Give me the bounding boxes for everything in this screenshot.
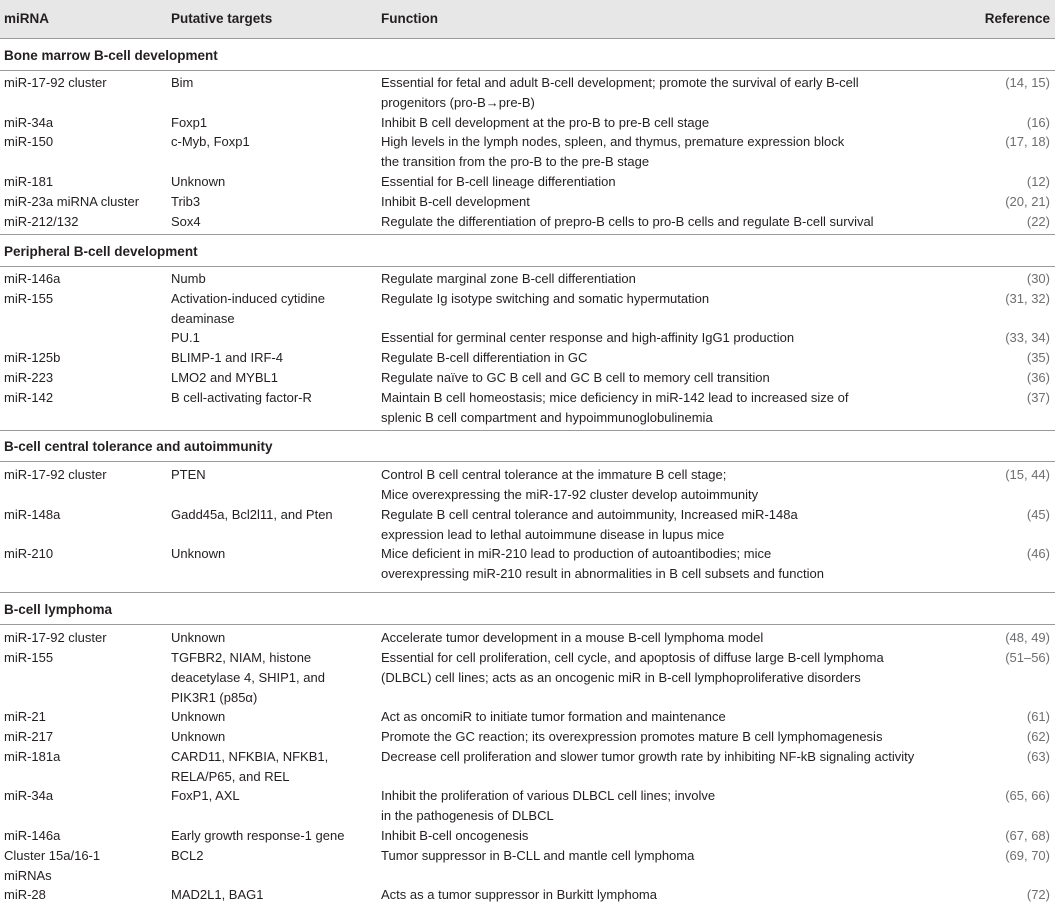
reference-cell: (31, 32) xyxy=(1005,290,1050,306)
mirna-cell: miR-212/132 xyxy=(4,213,79,229)
targets-cell: Trib3 xyxy=(171,193,201,209)
function-cell: Regulate marginal zone B-cell differentiation xyxy=(381,271,636,286)
mirna-cell: miR-155 xyxy=(4,649,54,665)
targets-cell: FoxP1, AXL xyxy=(171,788,240,804)
section-divider xyxy=(0,430,1055,431)
reference-cell: (72) xyxy=(1026,887,1050,903)
targets-cell: LMO2 and MYBL1 xyxy=(171,370,278,385)
targets-cell: Unknown xyxy=(171,174,226,189)
targets-cell: Gadd45a, Bcl2l11, and Pten xyxy=(171,506,333,522)
reference-cell: (61) xyxy=(1026,709,1050,725)
targets-cell: CARD11, NFKBIA, NFKB1, RELA/P65, and REL xyxy=(171,748,329,784)
targets-cell: Unknown xyxy=(171,630,226,645)
table-header xyxy=(0,0,1055,38)
targets-cell: Early growth response-1 gene xyxy=(171,828,345,843)
section-rule xyxy=(0,266,1055,267)
targets-cell: BCL2 xyxy=(171,847,204,863)
targets-cell: MAD2L1, BAG1 xyxy=(171,887,264,903)
mirna-cell: miR-28 xyxy=(4,887,46,903)
targets-cell: Unknown xyxy=(171,709,226,725)
section-title: Peripheral B-cell development xyxy=(4,244,198,259)
mirna-cell: miR-34a xyxy=(4,114,54,130)
reference-cell: (15, 44) xyxy=(1005,467,1050,482)
mirna-cell: miR-23a miRNA cluster xyxy=(4,193,140,209)
mirna-cell: Cluster 15a/16-1 miRNAs xyxy=(4,847,101,883)
mirna-cell: miR-210 xyxy=(4,546,54,562)
reference-cell: (30) xyxy=(1026,271,1050,286)
mirna-cell: miR-181 xyxy=(4,174,54,189)
function-cell: Act as oncomiR to initiate tumor formation and maintenance xyxy=(381,709,726,725)
function-cell: Inhibit B cell development at the pro-B to pre-B cell stage xyxy=(381,114,710,130)
function-cell: Essential for cell proliferation, cell cycle, and apoptosis of diffuse large B-cell lymphoma (DLBCL) cell lines; acts as an oncogenic miR in B-cell lymphoproliferative disorders xyxy=(381,649,884,685)
mirna-cell: miR-217 xyxy=(4,729,54,744)
reference-cell: (63) xyxy=(1026,748,1050,764)
targets-cell: Numb xyxy=(171,271,206,286)
targets-cell: c-Myb, Foxp1 xyxy=(171,134,250,150)
function-cell: Acts as a tumor suppressor in Burkitt lymphoma xyxy=(381,887,657,903)
section-title: B-cell lymphoma xyxy=(4,602,113,617)
function-cell: Control B cell central tolerance at the immature B cell stage; Mice overexpressing the miR-17-92 cluster develop autoimmunity xyxy=(381,467,759,502)
targets-cell: Unknown xyxy=(171,729,226,744)
reference-cell: (33, 34) xyxy=(1005,330,1050,346)
targets-cell: BLIMP-1 and IRF-4 xyxy=(171,350,283,366)
function-cell: Accelerate tumor development in a mouse B-cell lymphoma model xyxy=(381,630,764,645)
section-divider xyxy=(0,234,1055,235)
reference-cell: (16) xyxy=(1026,114,1050,130)
function-cell: Tumor suppressor in B-CLL and mantle cell lymphoma xyxy=(381,847,695,863)
function-cell: High levels in the lymph nodes, spleen, and thymus, premature expression block the transition from the pro-B to the pre-B stage xyxy=(381,134,845,170)
section-divider xyxy=(0,592,1055,593)
section-title: B-cell central tolerance and autoimmunity xyxy=(4,439,273,454)
function-cell: Regulate B cell central tolerance and autoimmunity, Increased miR-148a expression lead to lethal autoimmune disease in lupus mice xyxy=(381,506,798,542)
mirna-cell: miR-34a xyxy=(4,788,54,804)
mirna-cell: miR-17-92 cluster xyxy=(4,75,107,90)
reference-cell: (51–56) xyxy=(1005,649,1050,665)
mirna-cell: miR-155 xyxy=(4,290,54,306)
reference-cell: (67, 68) xyxy=(1005,828,1050,843)
section-title: Bone marrow B-cell development xyxy=(4,48,218,63)
reference-cell: (22) xyxy=(1026,213,1050,229)
header-targets: Putative targets xyxy=(171,11,273,26)
mirna-cell: miR-125b xyxy=(4,350,61,366)
targets-cell: Activation-induced cytidine deaminase xyxy=(171,290,325,326)
reference-cell: (35) xyxy=(1026,350,1050,366)
function-cell: Inhibit B-cell oncogenesis xyxy=(381,828,529,843)
reference-cell: (37) xyxy=(1026,389,1050,405)
function-cell: Essential for fetal and adult B-cell development; promote the survival of early B-cell progenitors (pro-B→pre-B) xyxy=(381,75,859,110)
section-rule xyxy=(0,624,1055,625)
reference-cell: (62) xyxy=(1026,729,1050,744)
targets-cell: Foxp1 xyxy=(171,114,208,130)
mirna-cell: miR-17-92 cluster xyxy=(4,467,107,482)
reference-cell: (69, 70) xyxy=(1005,847,1050,863)
header-mirna: miRNA xyxy=(4,11,50,26)
targets-cell: Unknown xyxy=(171,546,226,562)
section-rule xyxy=(0,70,1055,71)
function-cell: Maintain B cell homeostasis; mice deficiency in miR-142 lead to increased size of splenic B cell compartment and hypoimmunoglobulinemia xyxy=(381,389,849,425)
mirna-cell: miR-146a xyxy=(4,828,61,843)
mirna-cell: miR-181a xyxy=(4,748,61,764)
reference-cell: (46) xyxy=(1026,546,1050,562)
reference-cell: (45) xyxy=(1026,506,1050,522)
header-reference: Reference xyxy=(984,11,1050,26)
function-cell: Mice deficient in miR-210 lead to production of autoantibodies; mice overexpressing miR-210 result in abnormalities in B cell subsets and function xyxy=(381,546,824,582)
targets-cell: PTEN xyxy=(171,467,206,482)
mirna-cell: miR-17-92 cluster xyxy=(4,630,107,645)
function-cell: Regulate B-cell differentiation in GC xyxy=(381,350,588,366)
section-rule xyxy=(0,461,1055,462)
function-cell: Decrease cell proliferation and slower tumor growth rate by inhibiting NF-kB signaling activity xyxy=(381,748,915,764)
header-function: Function xyxy=(381,11,438,26)
targets-cell: PU.1 xyxy=(171,330,200,346)
reference-cell: (20, 21) xyxy=(1005,193,1050,209)
mirna-cell: miR-142 xyxy=(4,389,54,405)
reference-cell: (36) xyxy=(1026,370,1050,385)
function-cell: Inhibit B-cell development xyxy=(381,193,530,209)
function-cell: Essential for germinal center response and high-affinity IgG1 production xyxy=(381,330,795,346)
function-cell: Regulate the differentiation of prepro-B cells to pro-B cells and regulate B-cell survival xyxy=(381,213,874,229)
header-rule xyxy=(0,38,1055,39)
function-cell: Inhibit the proliferation of various DLBCL cell lines; involve in the pathogenesis of DLBCL xyxy=(381,788,716,824)
function-cell: Essential for B-cell lineage differentiation xyxy=(381,174,616,189)
reference-cell: (12) xyxy=(1026,174,1050,189)
reference-cell: (17, 18) xyxy=(1005,134,1050,150)
reference-cell: (48, 49) xyxy=(1005,630,1050,645)
function-cell: Regulate naïve to GC B cell and GC B cell to memory cell transition xyxy=(381,370,770,385)
targets-cell: Sox4 xyxy=(171,213,201,229)
function-cell: Promote the GC reaction; its overexpression promotes mature B cell lymphomagenesis xyxy=(381,729,883,744)
targets-cell: TGFBR2, NIAM, histone deacetylase 4, SHIP1, and PIK3R1 (p85α) xyxy=(171,649,325,705)
mirna-cell: miR-223 xyxy=(4,370,54,385)
targets-cell: B cell-activating factor-R xyxy=(171,389,312,405)
mirna-cell: miR-21 xyxy=(4,709,46,725)
mirna-cell: miR-150 xyxy=(4,134,54,150)
targets-cell: Bim xyxy=(171,75,194,90)
reference-cell: (14, 15) xyxy=(1005,75,1050,90)
mirna-cell: miR-146a xyxy=(4,271,61,286)
mirna-cell: miR-148a xyxy=(4,506,61,522)
reference-cell: (65, 66) xyxy=(1005,788,1050,804)
function-cell: Regulate Ig isotype switching and somatic hypermutation xyxy=(381,290,710,306)
